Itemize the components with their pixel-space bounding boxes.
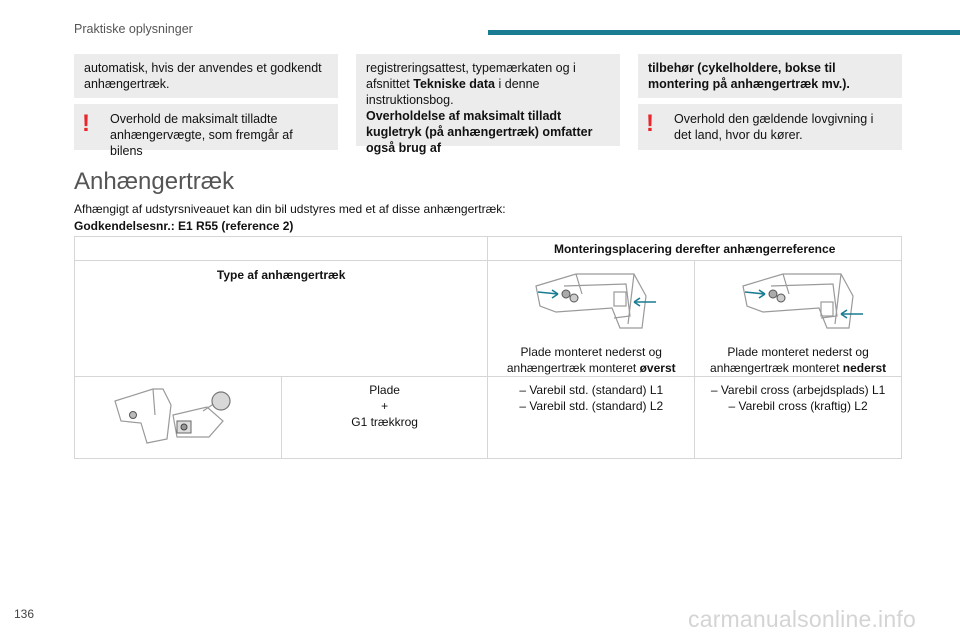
towbar-plate-lower-illustration (723, 266, 873, 338)
list-item: – Varebil cross (arbejdsplads) L1 (710, 383, 886, 397)
caption-text: Plade monteret nederst og anhængertræk monteret (506, 345, 662, 375)
vehicles-cell-upper (488, 377, 695, 459)
list-item: – Varebil std. (standard) L2 (519, 399, 664, 413)
type-line: G1 trækkrog (351, 415, 418, 429)
type-line: + (381, 399, 389, 413)
warning-icon: ! (646, 110, 654, 137)
warning-text: Overhold de maksimalt tilladte anhængervægte, som fremgår af bilens (110, 112, 293, 158)
warning-box-col1 (74, 104, 338, 158)
watermark: carmanualsonline.info (688, 606, 916, 632)
page-number: 136 (14, 607, 35, 621)
tech-data-ref: Tekniske data (413, 77, 496, 91)
info-text-part: registreringsattest, typemærkaten og i afsnittet (366, 61, 576, 91)
towbar-type-cell (281, 377, 488, 459)
towbar-hook-illustration (103, 381, 253, 453)
page-title: Anhængertræk (74, 168, 235, 195)
list-item: – Varebil std. (standard) L1 (519, 383, 664, 397)
warning-icon: ! (82, 110, 90, 137)
intro-text: Afhængigt af udstyrsniveauet kan din bil udstyres med et af disse anhængertræk: (74, 202, 506, 216)
type-header: Type af anhængertræk (75, 261, 488, 377)
warning-box-col3 (638, 104, 902, 150)
header-accent-bar (488, 30, 960, 35)
info-bold-text: Overholdelse af maksimalt tilladt kugletryk (på anhængertræk) omfatter også brug af (366, 109, 593, 155)
vehicles-cell-lower (695, 377, 902, 459)
towbar-table (74, 236, 902, 459)
caption-text: Plade monteret nederst og anhængertræk monteret (710, 345, 869, 375)
caption-bold: nederst (842, 361, 887, 375)
table-empty-cell (75, 237, 488, 261)
info-bold-text: tilbehør (cykelholdere, bokse til montering på anhængertræk mv.). (648, 61, 850, 91)
mounting-caption-upper (488, 344, 694, 376)
caption-bold: øverst (639, 361, 676, 375)
info-text: automatisk, hvis der anvendes et godkendt anhængertræk. (84, 61, 322, 91)
list-item: – Varebil cross (kraftig) L2 (728, 399, 868, 413)
mounting-cell-upper (488, 261, 695, 377)
type-line: Plade (369, 383, 400, 397)
warning-text: Overhold den gældende lovgivning i det land, hvor du kører. (674, 112, 874, 142)
info-box-col3 (638, 54, 902, 98)
info-box-col2 (356, 54, 620, 155)
towbar-plate-upper-illustration (516, 266, 666, 338)
section-title: Praktiske oplysninger (74, 22, 193, 36)
approval-number: Godkendelsesnr.: E1 R55 (reference 2) (74, 219, 294, 233)
mounting-header: Monteringsplacering derefter anhængerreference (488, 237, 902, 261)
mounting-caption-lower (695, 344, 901, 376)
towbar-image-cell (75, 377, 282, 459)
info-text-part: i denne instruktionsbog. (366, 77, 540, 107)
info-box-col1 (74, 54, 338, 98)
mounting-cell-lower (695, 261, 902, 377)
info-text (356, 54, 620, 108)
